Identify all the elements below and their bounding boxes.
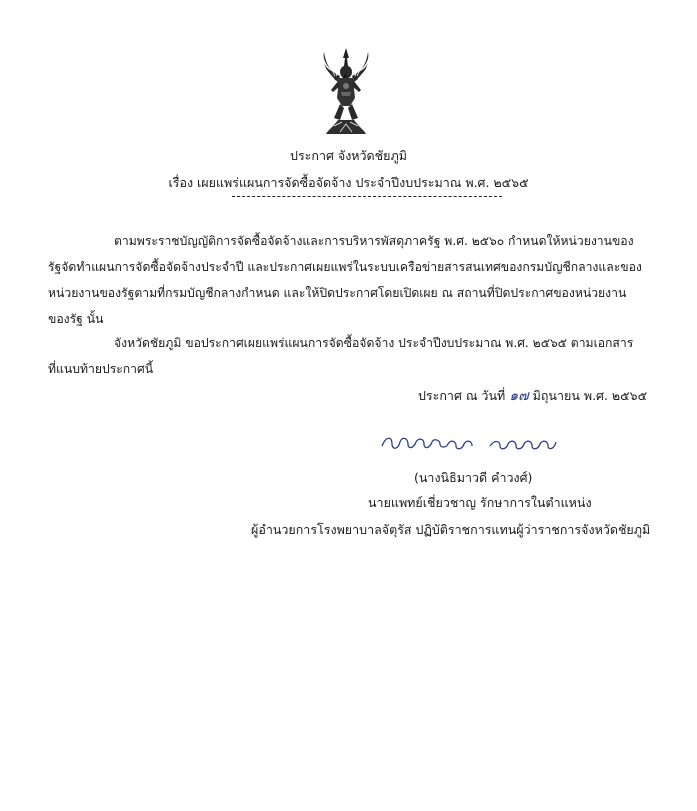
- announcement-subject: เรื่อง เผยแพร่แผนการจัดซื้อจัดจ้าง ประจำปีงบประมาณ พ.ศ. ๒๕๖๕: [168, 175, 529, 190]
- announcement-date: [418, 385, 647, 407]
- signer-name: (นางนิธิมาวดี คำวงศ์): [414, 470, 533, 485]
- paragraph-1-line: รัฐจัดทำแผนการจัดซื้อจัดจ้างประจำปี และประกาศเผยแพร่ในระบบเครือข่ายสารสนเทศของกรมบัญชีกลางและของ: [48, 260, 642, 274]
- paragraph-2-line: จังหวัดชัยภูมิ ขอประกาศเผยแพร่แผนการจัดซื้อจัดจ้าง ประจำปีงบประมาณ พ.ศ. ๒๕๖๕ ตามเอกสาร: [114, 336, 634, 350]
- paragraph-1-line: ของรัฐ นั้น: [48, 312, 104, 326]
- paragraph-1-line: หน่วยงานของรัฐตามที่กรมบัญชีกลางกำหนด และให้ปิดประกาศโดยเปิดเผย ณ สถานที่ปิดประกาศของหน่วยงาน: [48, 286, 627, 300]
- date-prefix: ประกาศ ณ วันที่: [418, 388, 506, 403]
- paragraph-1-line: ตามพระราชบัญญัติการจัดซื้อจัดจ้างและการบริหารพัสดุภาครัฐ พ.ศ. ๒๕๖๐ กำหนดให้หน่วยงานของ: [114, 234, 634, 248]
- announcement-title: ประกาศ จังหวัดชัยภูมิ: [290, 148, 407, 163]
- paragraph-2: [48, 330, 648, 382]
- paragraph-1: [48, 228, 648, 332]
- title-divider: [232, 196, 502, 197]
- date-suffix: มิถุนายน พ.ศ. ๒๕๖๕: [532, 388, 648, 403]
- date-day-handwritten: ๑๗: [509, 388, 529, 404]
- signer-office: ผู้อำนวยการโรงพยาบาลจัตุรัส ปฏิบัติราชการแทนผู้ว่าราชการจังหวัดชัยภูมิ: [251, 522, 651, 537]
- signer-title: นายแพทย์เชี่ยวชาญ รักษาการในตำแหน่ง: [368, 495, 592, 510]
- paragraph-2-line: ที่แนบท้ายประกาศนี้: [48, 362, 154, 376]
- handwritten-signature: [378, 432, 568, 454]
- garuda-emblem-icon: [320, 46, 372, 136]
